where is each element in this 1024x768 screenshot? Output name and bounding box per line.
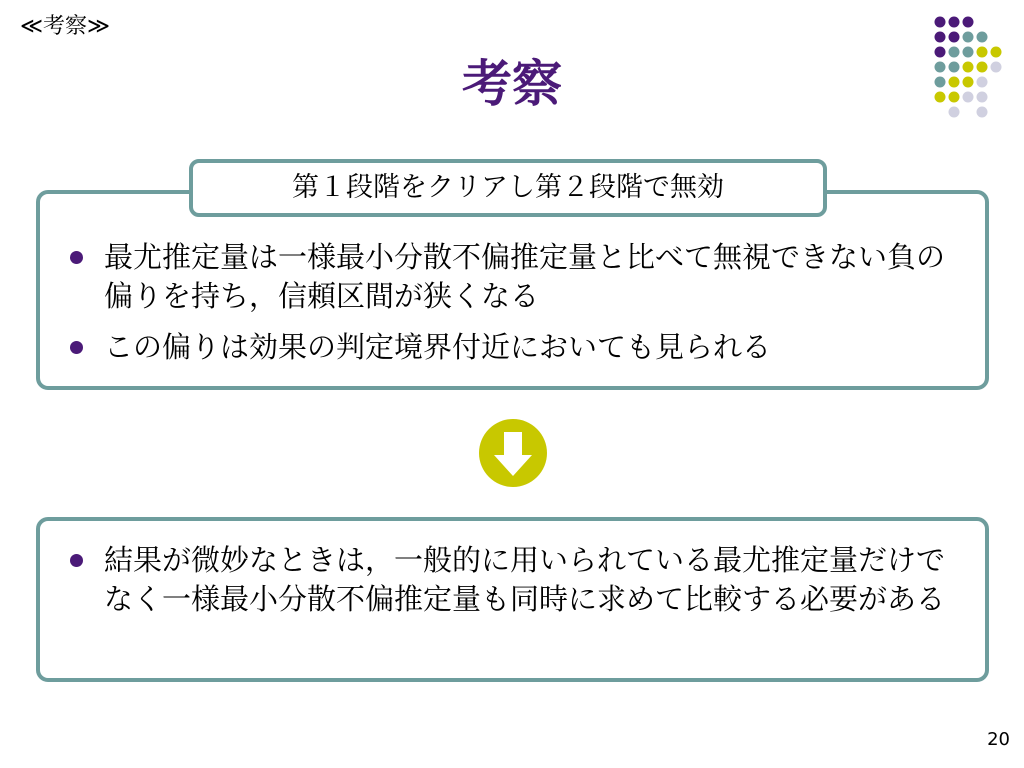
section-label: ≪考察≫ [20,14,111,39]
recommendation-box [36,517,989,682]
list-item [64,238,964,316]
list-item-text: 結果が微妙なときは，一般的に用いられている最尤推定量だけでなく一様最小分散不偏推定量も同時に求めて比較する必要がある [104,543,946,616]
page-number: 20 [987,729,1010,750]
findings-list [64,238,964,379]
list-item-text: 最尤推定量は一様最小分散不偏推定量と比べて無視できない負の偏りを持ち，信頼区間が狭くなる [104,240,946,313]
dot [949,32,960,43]
recommendation-list [64,541,964,631]
bullet-icon [70,554,83,567]
dot [935,32,946,43]
dot [963,17,974,28]
bullet-icon [70,251,83,264]
list-item [64,328,964,367]
slide-title: 考察 [462,55,562,113]
list-item [64,541,964,619]
dot [949,17,960,28]
dot [963,32,974,43]
dot [977,32,988,43]
bullet-icon [70,341,83,354]
box1-header: 第１段階をクリアし第２段階で無効 [189,159,827,217]
dot [935,17,946,28]
down-arrow-icon [479,419,547,487]
list-item-text: この偏りは効果の判定境界付近においても見られる [104,330,772,364]
findings-box [36,190,989,390]
